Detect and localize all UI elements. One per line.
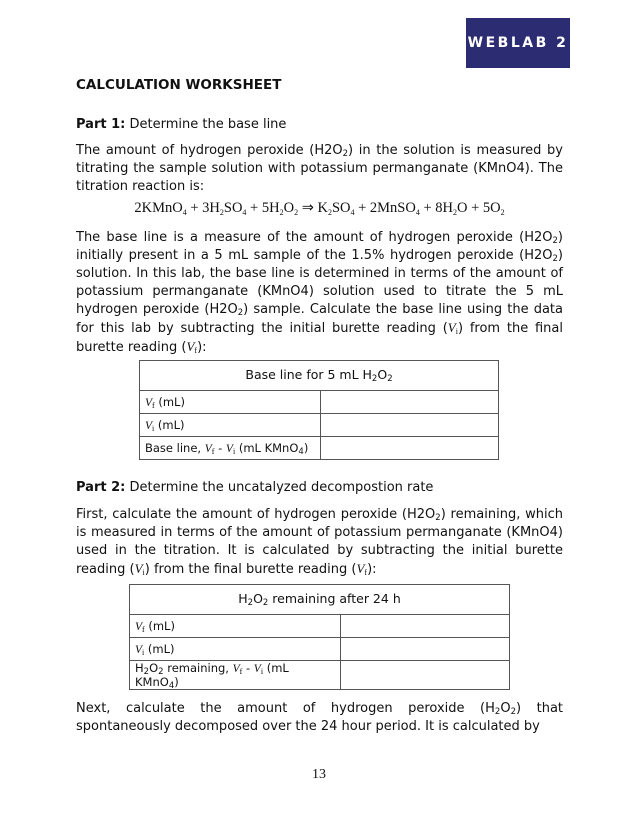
weblab-badge: WEBLAB 2	[466, 18, 570, 68]
part1-heading	[76, 116, 563, 134]
part2-heading	[76, 479, 563, 497]
remaining-row-vi-label: $V_i$ (mL)	[130, 638, 341, 661]
part1-intro-paragraph: The amount of hydrogen peroxide $(H2O_2)$ in the solution is measured by titrating the sample solution with potassium permanganate (KMnO4). The titration reaction is:	[76, 143, 564, 194]
titration-equation: 2KMnO$_4$ + $3H_2SO_4 + 5H_2O_2$ ⇒ $K_2SO_4$ + 2MnSO$_4$ + $8H_2O + 5O_2$	[134, 200, 505, 217]
remaining-table-header: $H_2O_2$ remaining after 24 h	[130, 585, 510, 612]
baseline-table-header: Base line for 5 mL $H_2O_2$	[140, 361, 499, 388]
part2-label: Part 2:	[76, 480, 126, 495]
part1-heading-text: Determine the base line	[129, 117, 287, 132]
remaining-table	[129, 584, 510, 690]
remaining-row-vi-value[interactable]	[341, 638, 510, 661]
part1-label: Part 1:	[76, 117, 126, 132]
remaining-row-result-value[interactable]	[341, 661, 510, 690]
baseline-row-result-value[interactable]	[321, 437, 499, 460]
remaining-row-result-label: $H_2O_2$ remaining, $V_f - V_i$ (mL KMnO$_4$)	[130, 661, 341, 690]
part2-heading-text: Determine the uncatalyzed decompostion rate	[129, 480, 434, 495]
part2-intro-paragraph: First, calculate the amount of hydrogen peroxide $(H2O_2)$ remaining, which is measured in terms of the amount of potassium permanganate (KMnO4) used in the titration. It is calculated by subtracting the initial burette reading $(V_i)$ from the final burette reading $(V_f)$:	[76, 507, 563, 577]
page-title: CALCULATION WORKSHEET	[76, 77, 282, 93]
baseline-row-vf-value[interactable]	[321, 391, 499, 414]
page-number: 13	[312, 767, 326, 782]
baseline-row-vi-value[interactable]	[321, 414, 499, 437]
part1-baseline-paragraph: The base line is a measure of the amount of hydrogen peroxide $(H2O_2)$ initially present in a 5 mL sample of the 1.5% hydrogen peroxide $(H2O_2)$ solution. In this lab, the base line is determined in terms of the amount of potassium permanganate (KMnO4) solution used to titrate the 5 mL hydrogen peroxide $(H2O_2)$ sample. Calculate the base line using the data for this lab by subtracting the initial burette reading $(V_i)$ from the final burette reading $(V_f)$:	[76, 230, 564, 355]
baseline-row-result-label: Base line, $V_f - V_i$ (mL KMnO$_4$)	[140, 437, 321, 460]
remaining-row-vf-value[interactable]	[341, 615, 510, 638]
baseline-row-vf-label: $V_f$ (mL)	[140, 391, 321, 414]
remaining-row-vf-label: $V_f$ (mL)	[130, 615, 341, 638]
part2-next-paragraph: Next, calculate the amount of hydrogen peroxide $(H_2O_2)$ that spontaneously decomposed over the 24 hour period. It is calculated by	[76, 701, 564, 734]
baseline-table	[139, 360, 499, 460]
baseline-row-vi-label: $V_i$ (mL)	[140, 414, 321, 437]
